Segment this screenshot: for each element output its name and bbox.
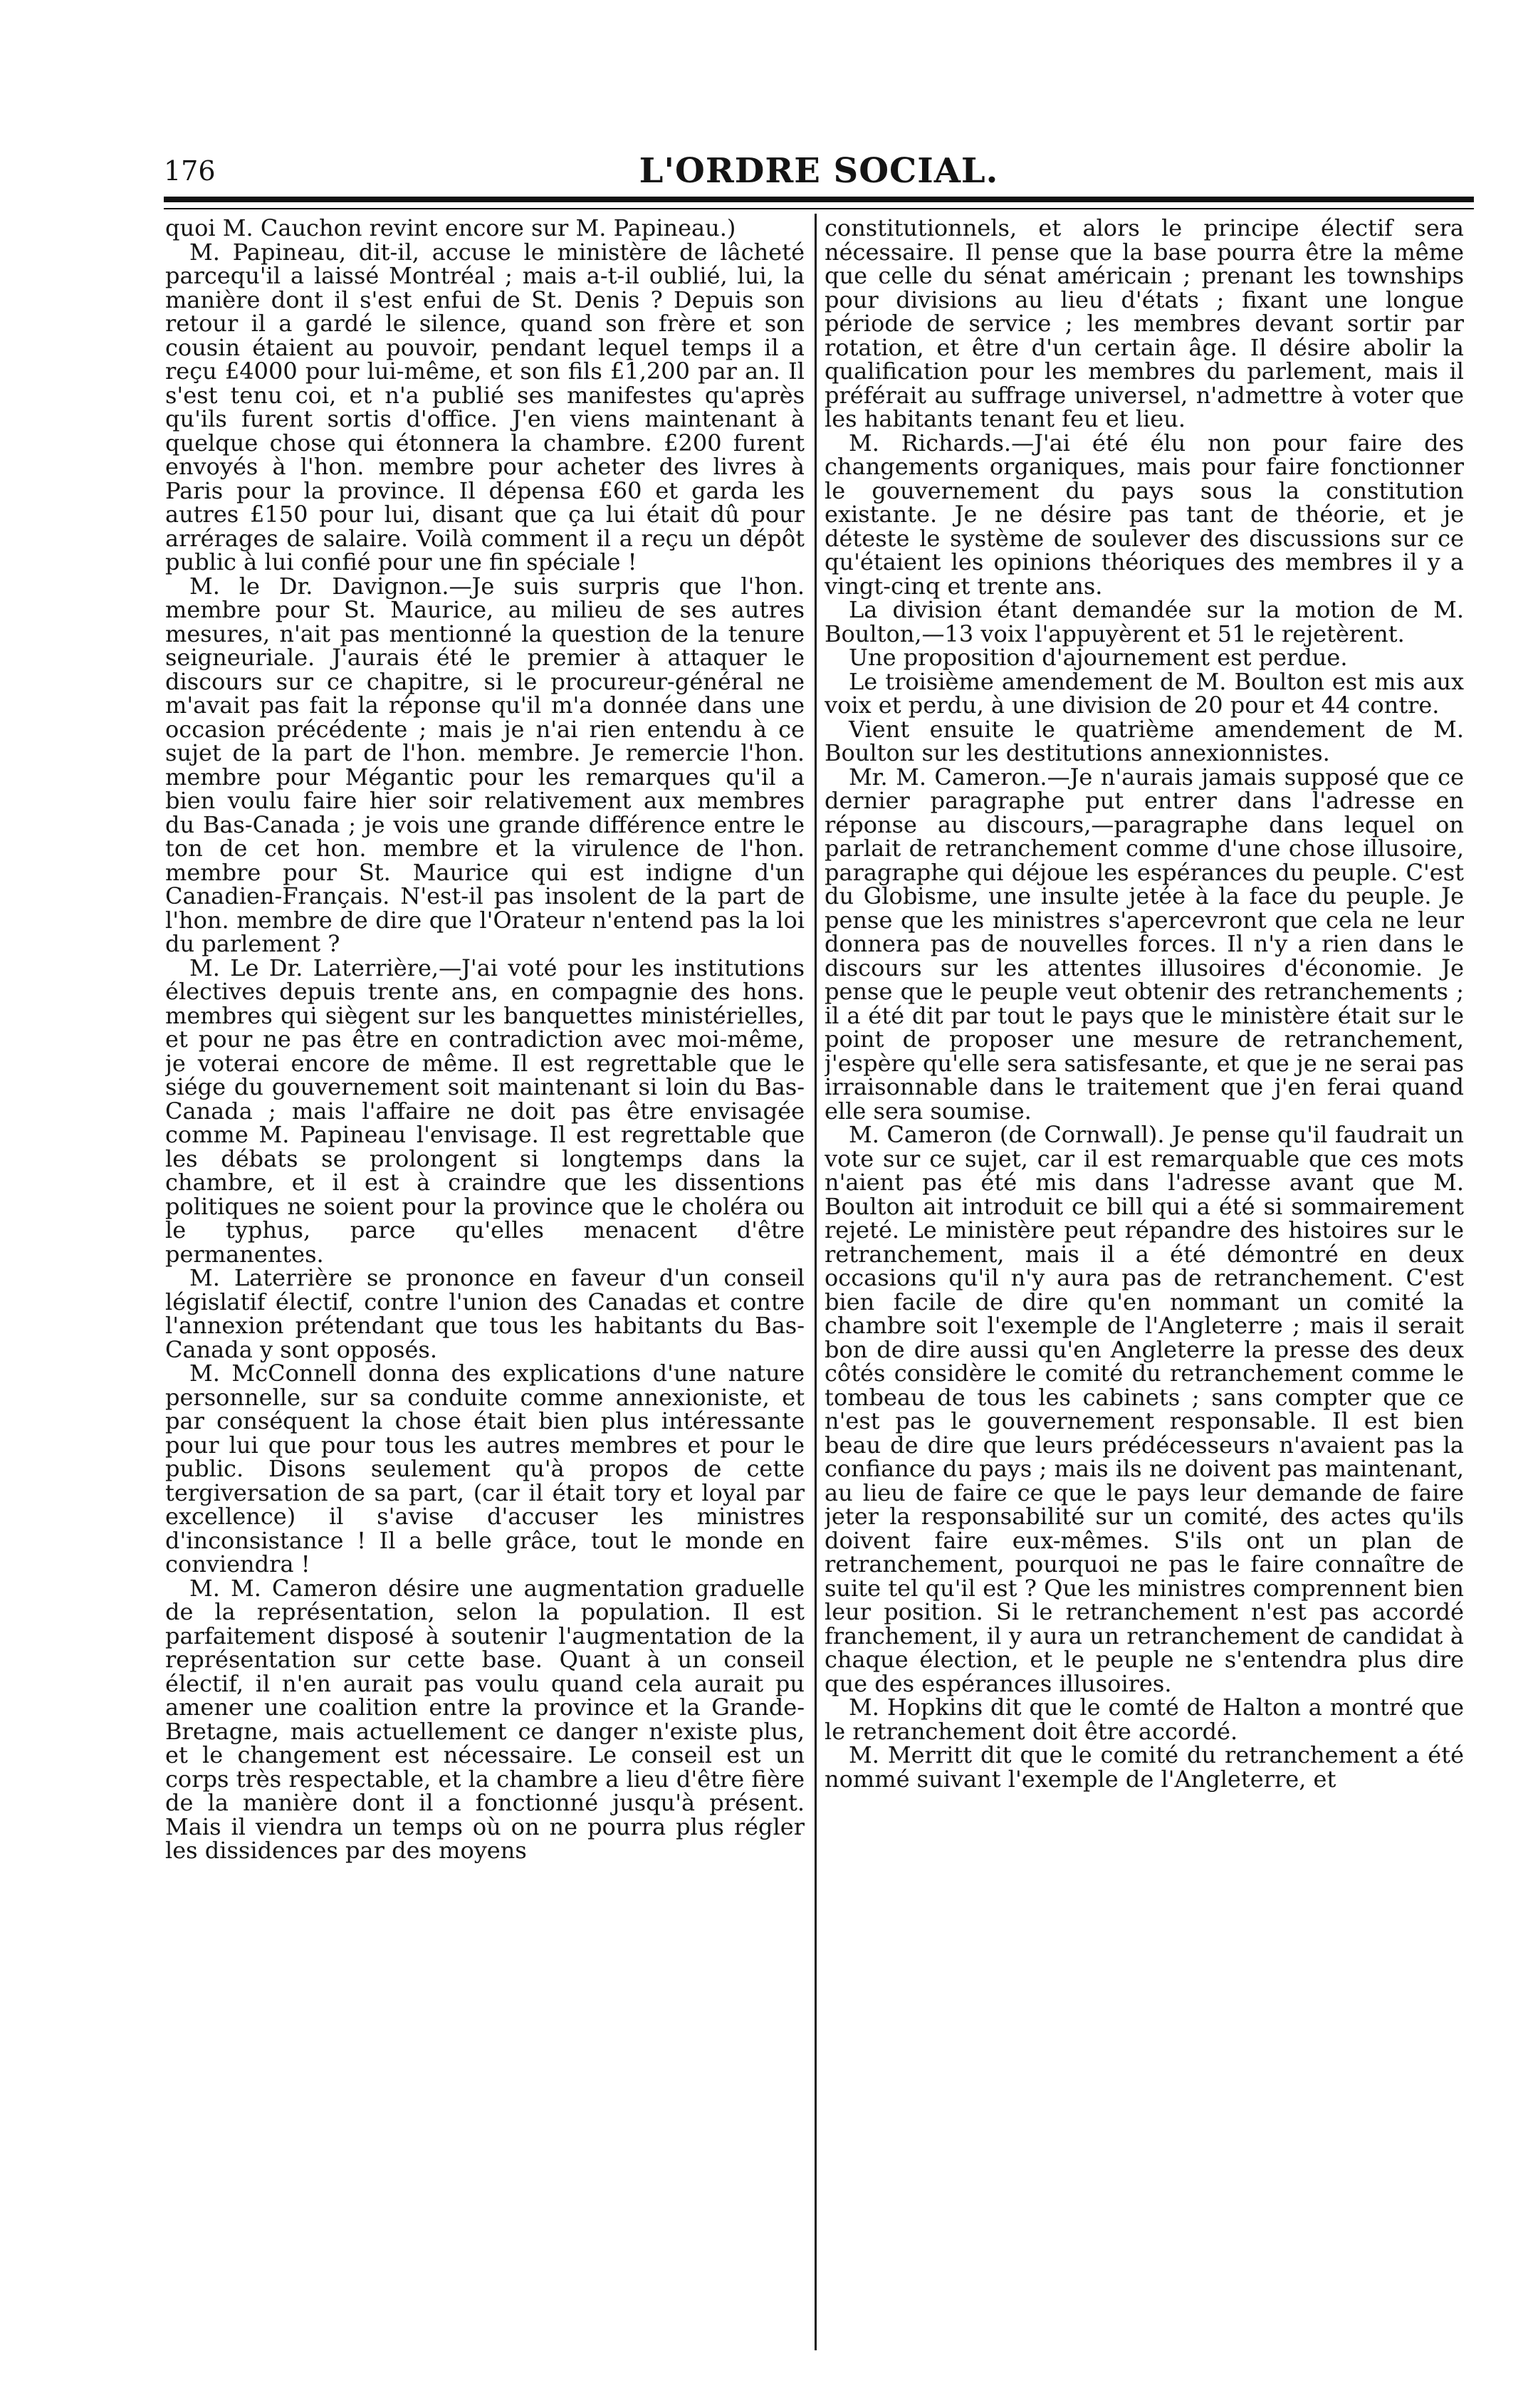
running-title: L'ORDRE SOCIAL. (639, 151, 999, 191)
left-column (165, 217, 805, 2367)
page-number: 176 (164, 155, 216, 187)
page-header (164, 151, 1474, 197)
right-column (825, 217, 1464, 2367)
paragraph: M. Papineau, dit-il, accuse le ministère de lâcheté parcequ'il a laissé Montréal ; mais a-t-il oublié, lui, la manière dont il s'est enfui de St. Denis ? Depuis son retour il a gardé le silence, quand son frère et son cousin étaient au pouvoir, pendant lequel temps il a reçu £4000 pour lui-même, et son fils £1,200 par an. Il s'est tenu coi, et n'a publié ses manifestes qu'après qu'ils furent sortis d'office. J'en viens maintenant à quelque chose qui étonnera la chambre. £200 furent envoyés à l'hon. membre pour acheter des livres à Paris pour la province. Il dépensa £60 et garda les autres £150 pour lui, disant que ça lui était dû pour arrérages de salaire. Voilà comment il a reçu un dépôt public à lui confié pour une fin spéciale ! (165, 238, 805, 575)
paragraph: quoi M. Cauchon revint encore sur M. Papineau.) (165, 217, 736, 241)
paragraph: Le troisième amendement de M. Boulton est mis aux voix et perdu, à une division de 20 pour et 44 contre. (825, 667, 1464, 719)
paragraph: M. Hopkins dit que le comté de Halton a montré que le retranchement doit être accordé. (825, 1694, 1464, 1745)
paragraph: M. McConnell donna des explications d'une nature personnelle, sur sa conduite comme annexioniste, et par conséquent la chose était bien plus intéressante pour lui que pour tous les autres membres et pour le public. Disons seulement qu'à propos de cette tergiversation de sa part, (car il était tory et loyal par excellence) il s'avise d'accuser les ministres d'inconsistance ! Il a belle grâce, tout le monde en conviendra ! (165, 1360, 805, 1578)
paragraph: M. M. Cameron désire une augmentation graduelle de la représentation, selon la population. Il est parfaitement disposé à soutenir l'augmentation de la représentation sur cette base. Quant à un conseil électif, il n'en aurait pas voulu quand cela aurait pu amener une coalition entre la province et la Grande-Bretagne, mais actuellement ce danger n'existe plus, et le changement est nécessaire. Le conseil est un corps très respectable, et la chambre a lieu d'être fière de la manière dont il a fonctionné jusqu'à présent. Mais il viendra un temps où on ne pourra plus régler les dissidences par des moyens (165, 1574, 805, 1864)
column-divider (815, 214, 817, 2350)
paragraph: constitutionnels, et alors le principe électif sera nécessaire. Il pense que la base pourra être la même que celle du sénat américain ; prenant les townships pour divisions au lieu d'états ; fixant une longue période de service ; les membres devant sortir par rotation, et être d'un certain âge. Il désire abolir la qualification pour les membres du parlement, mais il préférait au suffrage universel, n'admettre à voter que les habitants tenant feu et lieu. (825, 217, 1464, 432)
paragraph: M. Cameron (de Cornwall). Je pense qu'il faudrait un vote sur ce sujet, car il est remarquable que ces mots n'aient pas été mis dans l'adresse avant que M. Boulton ait introduit ce bill qui a été si sommairement rejeté. Le ministère peut répandre des histoires sur le retranchement, mais il a été démontré en deux occasions qu'il n'y aura pas de retranchement. C'est bien facile de dire qu'en nommant un comité la chambre soit l'exemple de l'Angleterre ; mais il serait bon de dire aussi qu'en Angleterre la presse des deux côtés considère le comité du retranchement comme le tombeau de tous les cabinets ; sans compter que ce n'est pas le gouvernement responsable. Il est bien beau de dire que leurs prédécesseurs n'avaient pas la confiance du pays ; mais ils ne doivent pas maintenant, au lieu de faire ce que le pays leur demande de faire jeter la responsabilité sur un comité, des actes qu'ils doivent faire eux-mêmes. S'ils ont un plan de retranchement, pourquoi ne pas le faire connaître de suite tel qu'il est ? Que les ministres comprennent bien leur position. Si le retranchement n'est pas accordé franchement, il y aura un retranchement de candidat à chaque élection, et le peuple ne s'entendra plus dire que des espérances illusoires. (825, 1121, 1464, 1697)
paragraph: M. Le Dr. Laterrière,—J'ai voté pour les institutions électives depuis trente ans, en compagnie des hons. membres qui siègent sur les banquettes ministérielles, et pour ne pas être en contradiction avec moi-même, je voterai encore de même. Il est regrettable que le siége du gouvernement soit maintenant si loin du Bas-Canada ; mais l'affaire ne doit pas être envisagée comme M. Papineau l'envisage. Il est regrettable que les débats se prolongent si longtemps dans la chambre, et il est à craindre que les dissentions politiques ne soient pour la province que le choléra ou le typhus, parce qu'elles menacent d'être permanentes. (165, 954, 805, 1268)
header-rule-thin (164, 208, 1474, 209)
paragraph: Vient ensuite le quatrième amendement de M. Boulton sur les destitutions annexionnistes. (825, 715, 1464, 766)
paragraph: M. Laterrière se prononce en faveur d'un conseil législatif électif, contre l'union des Canadas et contre l'annexion prétendant que tous les habitants du Bas-Canada y sont opposés. (165, 1264, 805, 1363)
paragraph: La division étant demandée sur la motion de M. Boulton,—13 voix l'appuyèrent et 51 le rejetèrent. (825, 596, 1464, 647)
paragraph: M. le Dr. Davignon.—Je suis surpris que l'hon. membre pour St. Maurice, au milieu de ses autres mesures, n'ait pas mentionné la question de la tenure seigneuriale. J'aurais été le premier à attaquer le discours sur ce chapitre, si le procureur-général ne m'avait pas fait la réponse qu'il m'a donnée dans une occasion précédente ; mais je n'ai rien entendu à ce sujet de la part de l'hon. membre. Je remercie l'hon. membre pour Mégantic pour les remarques qu'il a bien voulu faire hier soir relativement aux membres du Bas-Canada ; je vois une grande différence entre le ton de cet hon. membre et la virulence de l'hon. membre pour St. Maurice qui est indigne d'un Canadien-Français. N'est-il pas insolent de la part de l'hon. membre de dire que l'Orateur n'entend pas la loi du parlement ? (165, 572, 805, 957)
paragraph: M. Merritt dit que le comité du retranchement a été nommé suivant l'exemple de l'Angleterre, et (825, 1741, 1464, 1793)
paragraph: Une proposition d'ajournement est perdue. (849, 644, 1348, 671)
paragraph: Mr. M. Cameron.—Je n'aurais jamais supposé que ce dernier paragraphe put entrer dans l'adresse en réponse au discours,—paragraphe dans lequel on parlait de retranchement comme d'une chose illusoire, paragraphe qui déjoue les espérances du peuple. C'est du Globisme, une insulte jetée à la face du peuple. Je pense que les ministres s'apercevront que cela ne leur donnera pas de nouvelles forces. Il n'y a rien dans le discours sur les attentes illusoires d'économie. Je pense que le peuple veut obtenir des retranchements ; il a été dit par tout le pays que le ministère était sur le point de proposer une mesure de retranchement, j'espère qu'elle sera satisfesante, et que je ne serai pas irraisonnable dans le traitement que j'en ferai quand elle sera soumise. (825, 763, 1464, 1125)
paragraph: M. Richards.—J'ai été élu non pour faire des changements organiques, mais pour faire fonctionner le gouvernement du pays sous la constitution existante. Je ne désire pas tant de théorie, et je déteste le système de soulever des discussions sur ce qu'étaient les opinions théoriques des membres il y a vingt-cinq et trente ans. (825, 429, 1464, 600)
header-rule-thick (164, 197, 1474, 202)
